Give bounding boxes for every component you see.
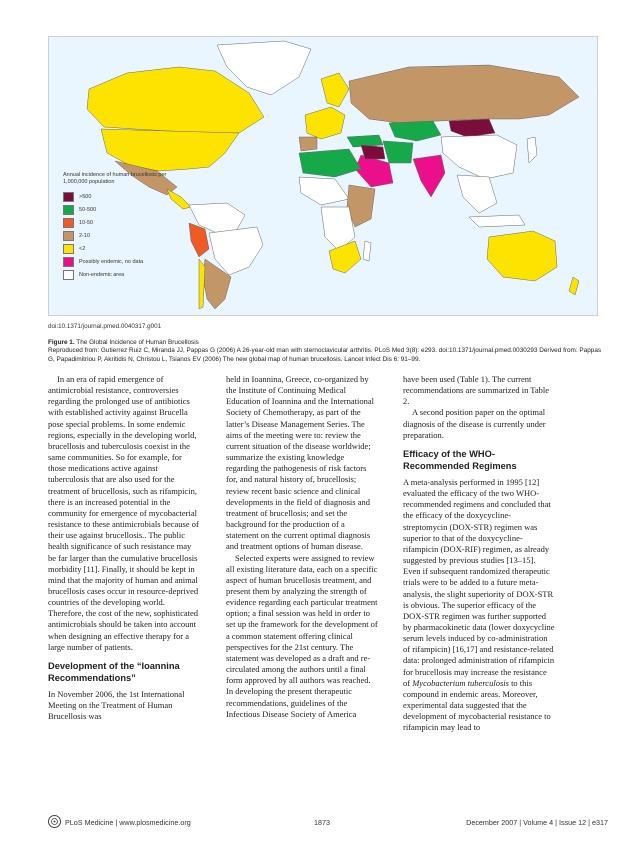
plos-logo-icon xyxy=(48,815,61,828)
legend-item xyxy=(63,216,181,229)
region-indonesia xyxy=(469,215,525,227)
paragraph: A second position paper on the optimal diagnosis of the disease is currently under preparation. xyxy=(403,407,546,440)
text-column-3 xyxy=(403,374,555,734)
legend-label: >500 xyxy=(79,193,92,200)
legend-label: Possibly endemic, no data xyxy=(79,258,144,265)
legend-item xyxy=(63,229,181,242)
paragraph: Selected experts were assigned to review all existing literature data, each on a specific aspect of human brucellosis treatment, and present them by analyzing the strength of evidence regarding each particular treatment option; a final session was held in order to set up the framework for the development of a common statement offering clinical perspectives for the 21st century. The statement was developed as a draft and re-circulated among the authors until a final form approved by all authors was reached. In developing the present therapeutic recommendations, guidelines of the Infectious Disease Society of America xyxy=(226,552,378,719)
legend-item xyxy=(63,190,181,203)
legend-item xyxy=(63,268,181,281)
region-west-africa xyxy=(299,177,349,205)
region-southeast-asia xyxy=(457,175,497,213)
region-europe-west xyxy=(305,107,345,139)
region-chile xyxy=(199,259,205,309)
region-mongolia xyxy=(449,119,495,137)
region-scandinavia xyxy=(321,73,349,107)
page-footer xyxy=(48,815,608,829)
legend-label: 10-50 xyxy=(79,219,94,226)
text-column-1 xyxy=(48,374,200,722)
paragraph xyxy=(403,477,555,734)
paragraph: In an era of rapid emergence of antimicrobial resistance, controversies regarding the prolonged use of antibiotics with established activity against Brucella pose special problems. In some endemic regions, especially in the developing world, brucellosis and tuberculosis coexist in the same communities. So for example, for those medications active against tuberculosis that are also used for the treatment of brucellosis, such as rifampicin, there is an increased potential in the community for emergence of mycobacterial resistance to these antimicrobials because of their use against brucellosis.. The public health significance of such resistance may be far larger than the cumulative brucellosis morbidity [11]. Finally, it should be kept in mind that the majority of human and animal brucellosis cases occur in resource-deprived countries of the developing world. Therefore, the cost of the new, sophisticated antimicrobials should be taken into account when designing an effective therapy for a large number of patients. xyxy=(48,374,199,652)
species-name: Mycobacterium tuberculosis xyxy=(412,677,509,688)
figure-caption xyxy=(48,339,608,364)
region-madagascar xyxy=(363,241,371,261)
issue-info: December 2007 | Volume 4 | Issue 12 | e317 xyxy=(466,818,608,827)
legend-label: Non-endemic area xyxy=(79,271,125,278)
region-new-zealand xyxy=(569,277,579,295)
legend-item xyxy=(63,255,181,268)
legend-swatch xyxy=(63,270,74,280)
caption-body: Reproduced from: Gutierrez Ruiz C, Miranda JJ, Pappas G (2006) A 26-year-old man with sternoclavicular arthritis. PLoS Med 3(8): e293. doi:10.1371/journal.pmed.0030293 Derived from: Pappas G, Papadimitriou P, Akritidis N, Christou L, Tsianos EV (2006) The new global map of human brucellosis. Lancet Infect Dis 6: 91–99. xyxy=(48,347,602,363)
legend-swatch xyxy=(63,218,74,228)
page-number: 1873 xyxy=(314,818,330,827)
region-kazakhstan xyxy=(389,121,441,141)
paragraph: held in Ioannina, Greece, co-organized by the Institute of Continuing Medical Education of Ioannina and the International Society of Chemotherapy, as part of the latter’s Disease Management Series. The aims of the meeting were to: review the current situation of the disease worldwide; summarize the existing knowledge regarding the pathogenesis of risk factors for, and natural history of, brucellosis; review recent basic science and clinical developments in the field of diagnosis and treatment of brucellosis; and set the background for the production of a statement on the current optimal diagnosis and treatment options of human disease. xyxy=(226,374,374,552)
region-north-africa xyxy=(299,149,361,177)
region-india xyxy=(413,155,445,197)
section-heading-who-regimens: Efficacy of the WHO-Recommended Regimens xyxy=(403,448,517,471)
legend-swatch xyxy=(63,192,74,202)
paragraph-text: to this compound in endemic areas. Moreover, experimental data suggested that the development of mycobacterial resistance to rifampicin may lead to xyxy=(403,677,551,733)
legend-label: 2-10 xyxy=(79,232,91,239)
region-iberia xyxy=(299,137,317,151)
region-iran xyxy=(383,141,413,163)
caption-label: Figure 1. xyxy=(48,339,75,346)
region-china xyxy=(441,135,517,179)
region-saudi xyxy=(355,155,393,187)
legend-swatch xyxy=(63,231,74,241)
legend-swatch xyxy=(63,244,74,254)
paragraph: In November 2006, the 1st International Meeting on the Treatment of Human Brucellosis was xyxy=(48,688,185,722)
legend-swatch xyxy=(63,205,74,215)
legend-swatch xyxy=(63,257,74,267)
legend-label: 50-500 xyxy=(79,206,97,213)
caption-title: The Global Incidence of Human Brucellosis xyxy=(74,339,199,346)
legend-item xyxy=(63,242,181,255)
region-japan xyxy=(527,137,537,163)
brucellosis-world-map xyxy=(48,36,598,316)
region-australia xyxy=(487,231,557,281)
legend-title: Annual incidence of human brucellosis per 1,000,000 population xyxy=(63,172,167,185)
legend-item xyxy=(63,203,181,216)
text-column-2 xyxy=(226,374,378,720)
region-russia xyxy=(349,65,579,123)
paragraph: have been used (Table 1). The current recommendations are summarized in Table 2. xyxy=(403,374,550,407)
legend-label: <2 xyxy=(79,245,86,252)
region-syria-iraq xyxy=(361,145,385,159)
figure-doi: doi:10.1371/journal.pmed.0040317.g001 xyxy=(48,323,162,330)
paragraph-text: A meta-analysis performed in 1995 [12] evaluated the efficacy of the two WHO-recommended regimens and concluded that the efficacy of the doxycycline-streptomycin (DOX-STR) regimen was superior to that of the doxycycline-rifampicin (DOX-RIF) regimen, as already suggested by previous studies [13–15]. Even if subsequent randomized therapeutic trials were to be added to a future meta-analysis, the slight superiority of DOX-STR is obvious. The superior efficacy of the DOX-STR regimen was further supported by pharmacokinetic data (lower doxycycline serum levels induced by co-administration of rifampicin) [16,17] and resistance-related data: prolonged administration of rifampicin for brucellosis may increase the resistance of xyxy=(403,476,555,688)
section-heading-ioannina: Development of the “Ioannina Recommendations” xyxy=(48,660,180,683)
journal-name: PLoS Medicine | www.plosmedicine.org xyxy=(65,818,191,827)
map-legend xyxy=(63,172,181,281)
